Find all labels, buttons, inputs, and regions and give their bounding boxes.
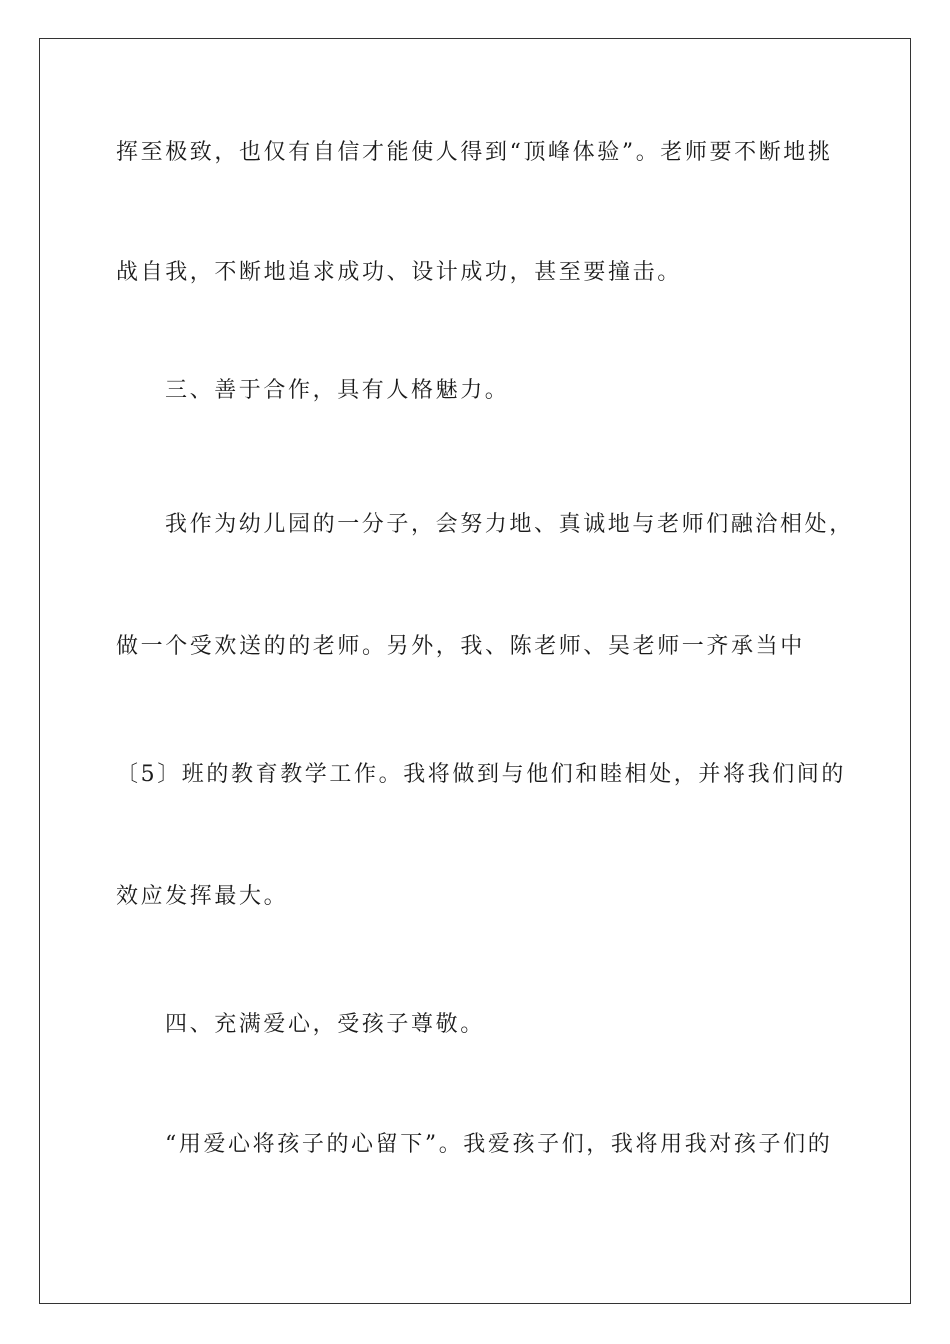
section-heading: 四、充满爱心，受孩子尊敬。 (165, 1012, 485, 1037)
section-heading: 三、善于合作，具有人格魅力。 (165, 378, 510, 403)
text-line: 挥至极致，也仅有自信才能使人得到“顶峰体验”。老师要不断地挑 (116, 140, 833, 165)
text-line: 我作为幼儿园的一分子，会努力地、真诚地与老师们融洽相处， (165, 512, 854, 537)
text-line: 效应发挥最大。 (116, 884, 289, 909)
page-border (39, 38, 911, 1304)
text-line: “用爱心将孩子的心留下”。我爱孩子们，我将用我对孩子们的 (165, 1132, 833, 1157)
text-line: 做一个受欢送的的老师。另外，我、陈老师、吴老师一齐承当中 (116, 634, 805, 659)
text-line: 〔5〕班的教育教学工作。我将做到与他们和睦相处，并将我们间的 (116, 762, 846, 787)
text-line: 战自我，不断地追求成功、设计成功，甚至要撞击。 (116, 260, 682, 285)
